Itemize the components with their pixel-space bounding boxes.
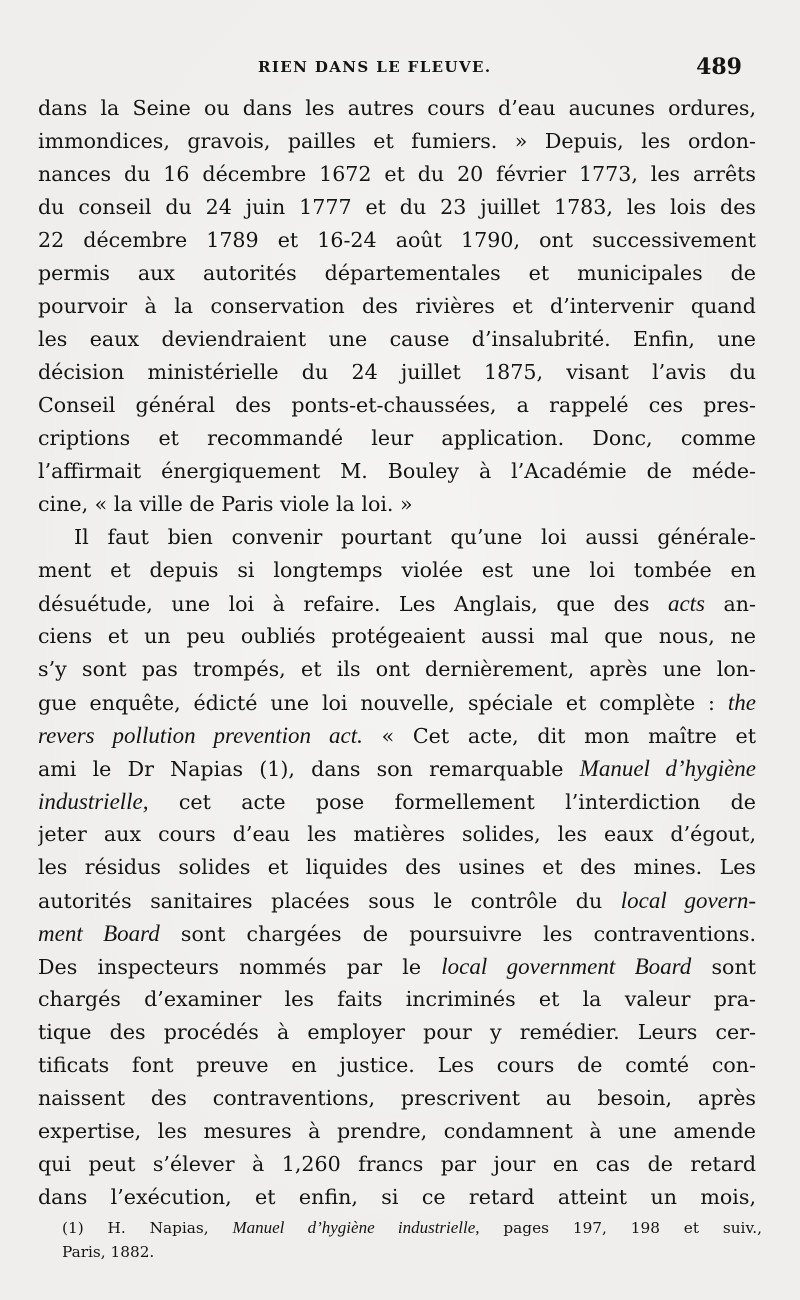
footnotes	[62, 1216, 762, 1264]
text-line: revers pollution prevention act. « Cet acte, dit mon maître et	[38, 723, 756, 748]
text-line: s’y sont pas trompés, et ils ont dernièrement, après une lon-	[38, 657, 756, 681]
text-line: pourvoir à la conservation des rivières et d’intervenir quand	[38, 294, 756, 318]
text-line: ment Board sont chargées de poursuivre les contraventions.	[38, 921, 756, 946]
text-line: industrielle, cet acte pose formellement l’interdiction de	[38, 789, 756, 814]
text-line: dans la Seine ou dans les autres cours d’eau aucunes ordures,	[38, 96, 756, 120]
page-header	[40, 56, 742, 86]
running-head: RIEN DANS LE FLEUVE.	[258, 58, 492, 76]
footnote-line: Paris, 1882.	[62, 1243, 155, 1261]
text-line: désuétude, une loi à refaire. Les Anglais, que des acts an-	[38, 591, 756, 616]
text-line: nances du 16 décembre 1672 et du 20 février 1773, les arrêts	[38, 162, 756, 186]
text-line: jeter aux cours d’eau les matières solides, les eaux d’égout,	[38, 822, 756, 846]
body-text	[38, 92, 756, 1214]
text-line: chargés d’examiner les faits incriminés et la valeur pra-	[38, 987, 756, 1011]
text-line: autorités sanitaires placées sous le contrôle du local govern-	[38, 888, 756, 913]
text-line: du conseil du 24 juin 1777 et du 23 juillet 1783, les lois des	[38, 195, 756, 219]
text-line: Des inspecteurs nommés par le local government Board sont	[38, 954, 756, 979]
footnote-line: (1) H. Napias, Manuel d’hygiène industrielle, pages 197, 198 et suiv.,	[62, 1218, 762, 1237]
text-line: permis aux autorités départementales et municipales de	[38, 261, 756, 285]
text-line: gue enquête, édicté une loi nouvelle, spéciale et complète : the	[38, 690, 756, 715]
page-number: 489	[696, 54, 742, 80]
text-line: décision ministérielle du 24 juillet 1875, visant l’avis du	[38, 360, 756, 384]
text-line: ment et depuis si longtemps violée est une loi tombée en	[38, 558, 756, 582]
text-line: dans l’exécution, et enfin, si ce retard atteint un mois,	[38, 1185, 756, 1209]
text-line: Conseil général des ponts-et-chaussées, a rappelé ces pres-	[38, 393, 756, 417]
text-line: l’affirmait énergiquement M. Bouley à l’Académie de méde-	[38, 459, 756, 483]
text-line: naissent des contraventions, prescrivent au besoin, après	[38, 1086, 756, 1110]
text-line: les eaux deviendraient une cause d’insalubrité. Enfin, une	[38, 327, 756, 351]
text-line: criptions et recommandé leur application. Donc, comme	[38, 426, 756, 450]
text-line: 22 décembre 1789 et 16-24 août 1790, ont successivement	[38, 228, 756, 252]
text-line: ciens et un peu oubliés protégeaient aussi mal que nous, ne	[38, 624, 756, 648]
text-line: cine, « la ville de Paris viole la loi. »	[38, 492, 413, 516]
text-line: expertise, les mesures à prendre, condamnent à une amende	[38, 1119, 756, 1143]
text-line: tique des procédés à employer pour y remédier. Leurs cer-	[38, 1020, 756, 1044]
text-line: qui peut s’élever à 1,260 francs par jour en cas de retard	[38, 1152, 756, 1176]
text-line: immondices, gravois, pailles et fumiers. » Depuis, les ordon-	[38, 129, 756, 153]
text-line: ami le Dr Napias (1), dans son remarquable Manuel d’hygiène	[38, 756, 756, 781]
text-line: Il faut bien convenir pourtant qu’une loi aussi générale-	[74, 525, 756, 549]
text-line: tificats font preuve en justice. Les cours de comté con-	[38, 1053, 756, 1077]
text-line: les résidus solides et liquides des usines et des mines. Les	[38, 855, 756, 879]
